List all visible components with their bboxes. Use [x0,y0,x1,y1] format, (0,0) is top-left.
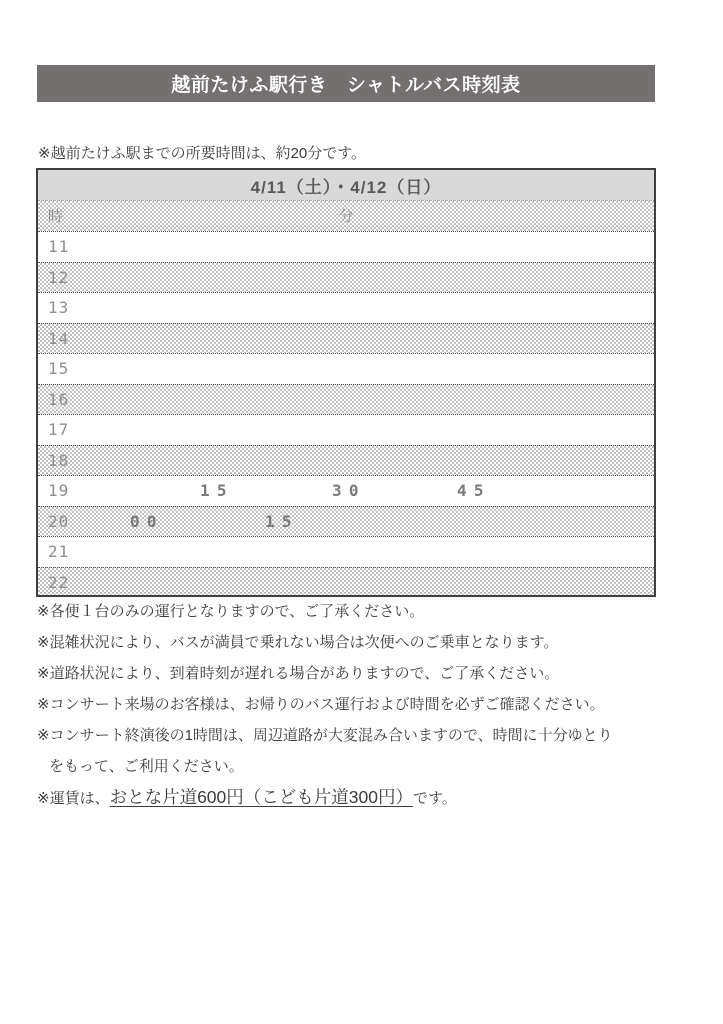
timetable-row-22 [38,567,654,598]
hour-cell: 14 [48,328,70,348]
minute-cell: 15 [265,511,299,531]
shuttle-bus-timetable [36,168,656,597]
timetable-row-19 [38,475,654,506]
timetable-row-21 [38,536,654,567]
date-header-label: 4/11（土）・4/12（日） [250,177,442,197]
timetable-rows [38,231,654,597]
hour-cell: 20 [48,511,70,531]
hour-cell: 21 [48,542,70,561]
timetable-row-15 [38,353,654,384]
timetable-row-16 [38,384,654,415]
timetable-row-18 [38,445,654,476]
timetable-row-20 [38,506,654,537]
title-bar [37,65,655,102]
hour-cell: 22 [48,572,70,592]
hour-column-header: 時 [48,208,64,225]
minute-cell: 30 [332,481,366,500]
note-line-2: ※混雑状況により、バスが満員で乗れない場合は次便へのご乗車となります。 [37,634,559,651]
hour-cell: 15 [48,359,70,378]
page-title: 越前たけふ駅行き シャトルバス時刻表 [171,75,521,96]
hour-cell: 11 [48,237,70,256]
hour-cell: 19 [48,481,70,500]
timetable-row-11 [38,231,654,262]
hour-cell: 13 [48,298,70,317]
hour-cell: 12 [48,267,70,287]
notes-section [37,596,697,813]
timetable-row-12 [38,262,654,293]
note-line-6: をもって、ご利用ください。 [49,758,244,775]
minute-cell: 15 [200,481,234,500]
timetable-row-17 [38,414,654,445]
note-line-3: ※道路状況により、到着時刻が遅れる場合がありますので、ご了承ください。 [37,665,560,682]
timetable-row-13 [38,292,654,323]
timetable-row-14 [38,323,654,354]
minute-column-header: 分 [338,208,354,225]
minute-cell: 00 [130,511,164,531]
fare-note-suffix: です。 [412,790,457,807]
hour-cell: 18 [48,450,70,470]
note-line-1: ※各便１台のみの運行となりますので、ご了承ください。 [37,603,425,620]
travel-duration-note: ※越前たけふ駅までの所要時間は、約20分です。 [38,145,367,162]
date-header-row [38,170,654,200]
column-header-row [38,200,654,231]
hour-cell: 17 [48,420,70,439]
fare-note-underlined: おとな片道600円（こども片道300円） [109,787,413,807]
fare-note-prefix: ※運賃は、 [37,790,110,807]
fare-note [37,782,697,813]
note-line-4: ※コンサート来場のお客様は、お帰りのバス運行および時間を必ずご確認ください。 [37,696,605,713]
note-line-5: ※コンサート終演後の1時間は、周辺道路が大変混み合いますので、時間に十分ゆとり [37,727,613,744]
minute-cell: 45 [457,481,491,500]
hour-cell: 16 [48,389,70,409]
